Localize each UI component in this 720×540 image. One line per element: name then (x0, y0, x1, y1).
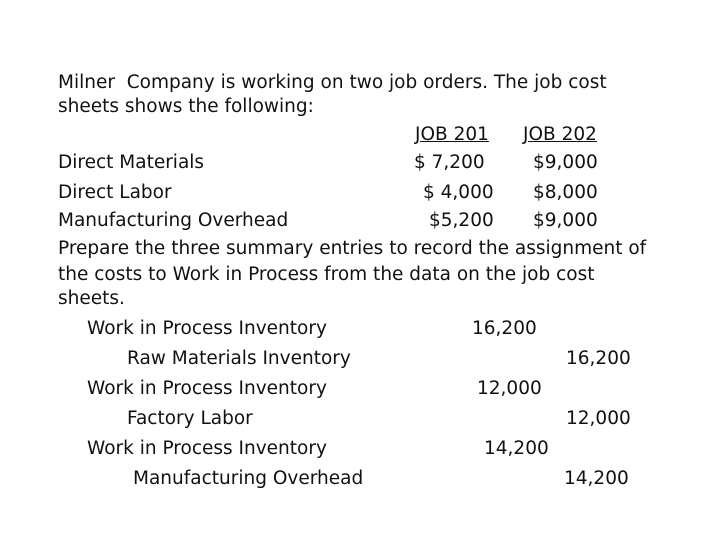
row-label-direct-materials: Direct Materials (58, 152, 205, 173)
entry-1-debit-amount: 16,200 (472, 318, 537, 339)
column-header-job-201: JOB 201 (415, 124, 489, 145)
column-header-job-202: JOB 202 (523, 124, 597, 145)
entry-3-debit-amount: 14,200 (484, 438, 549, 459)
instruction-line-3: sheets. (58, 288, 125, 309)
row-value-job-201: $ 7,200 (414, 152, 485, 173)
row-value-job-202: $9,000 (533, 210, 598, 231)
intro-line-1: Milner Company is working on two job orders. The job cost (58, 72, 607, 93)
entry-3-debit-account: Work in Process Inventory (87, 438, 327, 459)
intro-line-2: sheets shows the following: (58, 96, 314, 117)
row-value-job-201: $5,200 (429, 210, 494, 231)
entry-1-debit-account: Work in Process Inventory (87, 318, 327, 339)
row-value-job-202: $8,000 (533, 182, 598, 203)
entry-1-credit-amount: 16,200 (566, 348, 631, 369)
row-label-manufacturing-overhead: Manufacturing Overhead (58, 210, 289, 231)
entry-3-credit-amount: 14,200 (564, 468, 629, 489)
entry-3-credit-account: Manufacturing Overhead (133, 468, 364, 489)
entry-2-debit-account: Work in Process Inventory (87, 378, 327, 399)
instruction-line-2: the costs to Work in Process from the data on the job cost (58, 264, 595, 285)
entry-1-credit-account: Raw Materials Inventory (127, 348, 351, 369)
instruction-line-1: Prepare the three summary entries to record the assignment of (58, 238, 647, 259)
row-label-direct-labor: Direct Labor (58, 182, 172, 203)
row-value-job-202: $9,000 (533, 152, 598, 173)
entry-2-credit-amount: 12,000 (566, 408, 631, 429)
entry-2-credit-account: Factory Labor (127, 408, 253, 429)
entry-2-debit-amount: 12,000 (477, 378, 542, 399)
row-value-job-201: $ 4,000 (423, 182, 494, 203)
